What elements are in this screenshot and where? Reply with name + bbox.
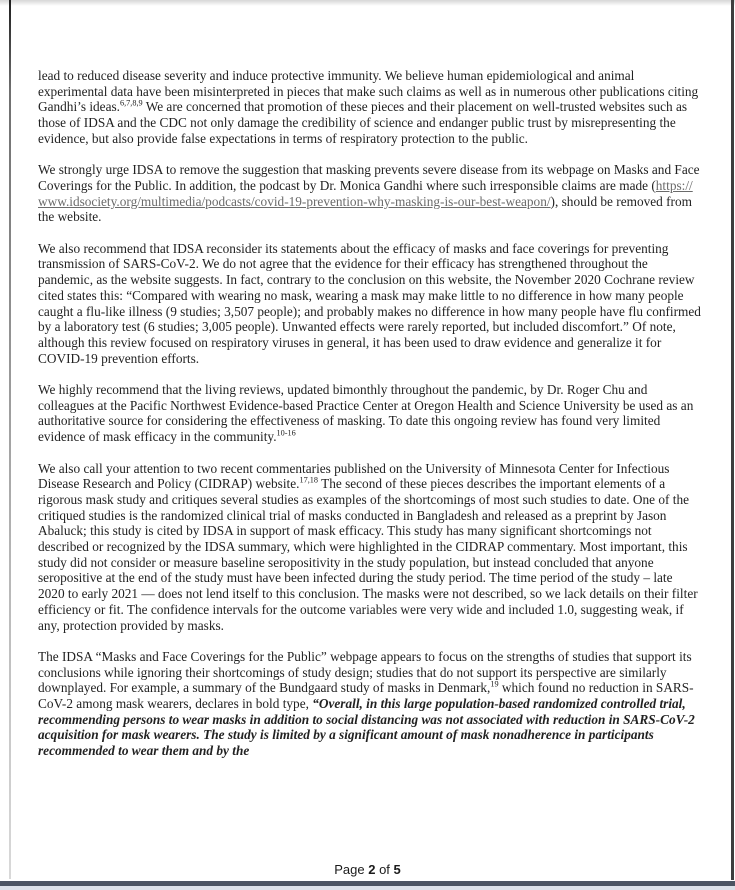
- scan-right-edge: [731, 0, 734, 880]
- text-run: We are concerned that promotion of these pieces and their placement on well-trusted websites such as those of IDSA and the CDC not only damage the credibility of science and endanger public trust by misrepresenting the evidence, but also provide false expectations in terms of respiratory protection to the public.: [38, 99, 688, 146]
- text-run: which found no reduction in SARS-CoV-2 among mask wearers, declares in bold type,: [38, 680, 694, 712]
- text-run: The second of these pieces describes the important elements of a rigorous mask study and critiques several studies as examples of the shortcomings of most such studies to date. One of the critiqued studies is the randomized clinical trial of masks conducted in Bangladesh and released as a preprint by Jason Abaluck; this study is cited by IDSA in support of mask efficacy. This study has many significant shortcomings not described or recognized by the IDSA summary, which were highlighted in the CIDRAP commentary. Most important, this study did not consider or measure baseline seropositivity in the study population, but instead concluded that anyone seropositive at the end of the study must have been infected during the study period. The time period of the study – late 2020 to early 2021 — does not lend itself to this conclusion. The masks were not described, so we lack details on their filter efficiency or fit. The confidence intervals for the outcome variables were very wide and included 1.0, suggesting weak, if any, protection provided by masks.: [38, 476, 698, 633]
- footnote-reference: 6,7,8,9: [119, 98, 143, 108]
- paragraph: [38, 68, 702, 147]
- podcast-url-link[interactable]: https://www.idsociety.org/multimedia/podcasts/covid-19-prevention-why-masking-is-our-best-weapon/: [38, 177, 693, 209]
- text-run: “Overall, in this large population-based randomized controlled trial, recommending persons to wear masks in addition to social distancing was not associated with reduction in SARS-CoV-2 acquisition for mask wearers. The study is limited by a significant amount of mask nonadherence in participants recommended to wear them and by the: [38, 696, 695, 759]
- paragraph: [38, 162, 702, 225]
- footer-page-label: Page: [334, 862, 365, 877]
- footer-of-label: of: [379, 862, 390, 877]
- paragraph: [38, 382, 702, 445]
- footnote-reference: 10-16: [276, 428, 296, 438]
- footnote-reference: 19: [490, 679, 499, 689]
- footnote-reference: 17,18: [299, 475, 318, 485]
- scan-left-edge: [9, 0, 11, 879]
- text-run: The IDSA “Masks and Face Coverings for the Public” webpage appears to focus on the strengths of studies that support its conclusions while ignoring their shortcomings of study design; studies that do not support its perspective are similarly downplayed. For example, a summary of the Bundgaard study of masks in Denmark,: [38, 648, 692, 696]
- scan-top-shadow: [0, 0, 735, 6]
- paragraph: [38, 461, 702, 634]
- text-run: We also recommend that IDSA reconsider its statements about the efficacy of masks and face coverings for preventing transmission of SARS-CoV-2. We do not agree that the evidence for their efficacy has strengthened throughout the pandemic, as the website suggests. In fact, contrary to the conclusion on this website, the November 2020 Cochrane review cited states this: “Compared with wearing no mask, wearing a mask may make little to no difference in how many people caught a flu-like illness (9 studies; 3,507 people); and probably makes no difference in how many people have flu confirmed by a laboratory test (6 studies; 3,005 people). Unwanted effects were rarely reported, but included discomfort.” Of note, although this review focused on respiratory viruses in general, it has been used to draw evidence and generalize it for COVID-19 prevention efforts.: [38, 240, 701, 366]
- text-run: We strongly urge IDSA to remove the suggestion that masking prevents severe disease from its webpage on Masks and Face Coverings for the Public. In addition, the podcast by Dr. Monica Gandhi where such irresponsible claims are made (: [38, 162, 700, 193]
- text-run: ), should be removed from the website.: [38, 193, 692, 225]
- text-run: We highly recommend that the living reviews, updated bimonthly throughout the pandemic, by Dr. Roger Chu and colleagues at the Pacific Northwest Evidence-based Practice Center at Oregon Health and Science University be used as an authoritative source for considering the effectiveness of masking. To date this ongoing review has found very limited evidence of mask efficacy in the community.: [38, 382, 694, 445]
- page-footer: [0, 862, 735, 877]
- text-run: We also call your attention to two recent commentaries published on the University of Minnesota Center for Infectious Disease Research and Policy (CIDRAP) website.: [38, 460, 670, 492]
- scan-bottom-shadow: [0, 886, 735, 890]
- text-run: lead to reduced disease severity and induce protective immunity. We believe human epidemiological and animal experimental data have been misinterpreted in pieces that make such claims as well as in numerous other publications citing Gandhi’s ideas.: [38, 68, 699, 115]
- letter-body: [38, 68, 702, 759]
- footer-page-total: 5: [393, 862, 401, 877]
- footer-page-number: 2: [368, 862, 376, 877]
- paragraph: [38, 649, 702, 759]
- paragraph: [38, 241, 702, 367]
